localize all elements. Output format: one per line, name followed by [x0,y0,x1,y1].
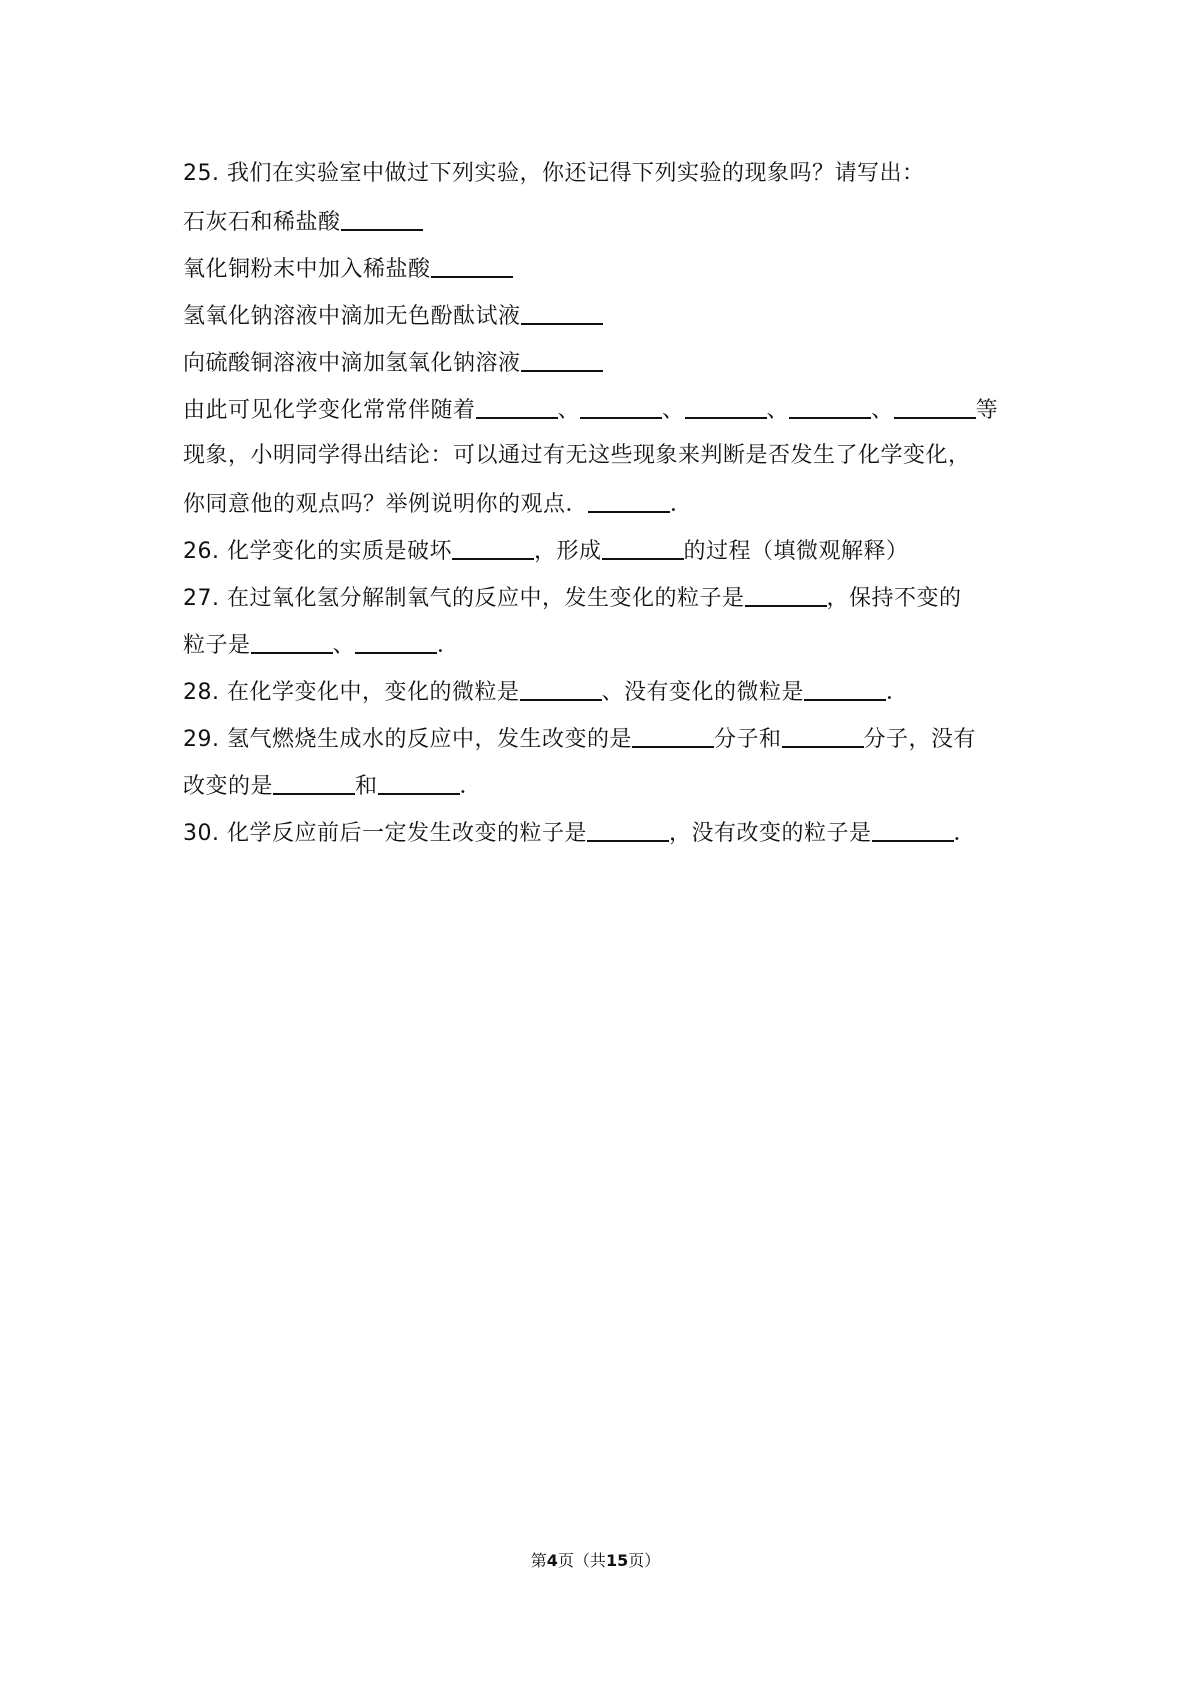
question-25-line [183,479,1023,526]
answer-blank[interactable] [452,526,534,560]
question-30 [183,808,1023,855]
answer-blank[interactable] [251,620,333,654]
item-text: 石灰石和稀盐酸 [183,210,341,235]
conclusion-suffix: 等 [975,398,999,423]
question-number: 26. [183,539,220,564]
answer-blank[interactable] [789,385,871,419]
total-pages: 15 [605,1551,629,1570]
question-25-item [183,291,1023,338]
question-text: 化学反应前后一定发生改变的粒子是 [227,821,588,846]
question-29-line [183,761,1023,808]
answer-blank[interactable] [782,714,864,748]
question-text: 和 [355,774,378,799]
question-25-item [183,197,1023,244]
answer-blank[interactable] [745,573,827,607]
period: ． [437,633,460,658]
question-25-stem [183,150,1023,197]
separator: 、 [557,398,581,423]
period: ． [953,821,977,846]
question-25-conclusion [183,385,1023,432]
question-27 [183,573,1023,620]
answer-blank[interactable] [894,385,976,419]
answer-blank[interactable] [520,667,602,701]
separator: 、 [332,633,356,658]
separator: 、 [871,398,894,423]
answer-blank[interactable] [588,479,670,513]
footer-prefix: 第 [530,1551,547,1570]
separator: 、 [662,398,685,423]
question-text: 分子，没有 [863,727,977,752]
period: ． [459,774,483,799]
page-footer [0,1548,1191,1571]
answer-blank[interactable] [476,385,558,419]
question-number: 29. [183,727,220,752]
period: ． [670,492,693,517]
question-text: 粒子是 [183,633,251,658]
question-text: 现象，小明同学得出结论：可以通过有无这些现象来判断是否发生了化学变化， [183,443,971,468]
footer-middle: 页（共 [557,1551,606,1570]
question-text: 化学变化的实质是破坏 [227,539,453,564]
answer-blank[interactable] [378,761,460,795]
question-text: 在过氧化氢分解制氧气的反应中，发生变化的粒子是 [227,586,745,611]
item-text: 向硫酸铜溶液中滴加氢氧化钠溶液 [183,351,521,376]
answer-blank[interactable] [685,385,767,419]
answer-blank[interactable] [341,197,423,231]
question-number: 25. [183,161,220,186]
question-text: 氢气燃烧生成水的反应中，发生改变的是 [227,727,633,752]
question-25-item [183,338,1023,385]
answer-blank[interactable] [804,667,886,701]
conclusion-text: 由此可见化学变化常常伴随着 [183,398,476,423]
question-number: 27. [183,586,220,611]
question-text: 的过程（填微观解释） [683,539,909,564]
question-text: ，保持不变的 [826,586,962,611]
page-number: 4 [546,1551,558,1570]
question-29 [183,714,1023,761]
answer-blank[interactable] [872,808,954,842]
question-text: ，没有改变的粒子是 [669,821,872,846]
question-list [183,150,1023,855]
answer-blank[interactable] [273,761,355,795]
question-text: 分子和 [714,727,782,752]
separator: 、 [766,398,790,423]
footer-suffix: 页） [628,1551,661,1570]
question-text: ，形成 [534,539,602,564]
question-text: 、没有变化的微粒是 [601,680,805,705]
answer-blank[interactable] [587,808,669,842]
answer-blank[interactable] [632,714,714,748]
question-number: 30. [183,821,220,846]
question-27-line [183,620,1023,667]
question-25-item [183,244,1023,291]
question-26 [183,526,1023,573]
question-text: 在化学变化中，变化的微粒是 [227,680,520,705]
answer-blank[interactable] [355,620,437,654]
question-text: 我们在实验室中做过下列实验，你还记得下列实验的现象吗？请写出： [227,161,925,186]
question-25-line [183,432,1023,479]
answer-blank[interactable] [521,338,603,372]
question-number: 28. [183,680,220,705]
item-text: 氢氧化钠溶液中滴加无色酚酞试液 [183,304,521,329]
question-28 [183,667,1023,714]
answer-blank[interactable] [580,385,662,419]
answer-blank[interactable] [431,244,513,278]
answer-blank[interactable] [521,291,603,325]
period: ． [886,680,909,705]
item-text: 氧化铜粉末中加入稀盐酸 [183,257,431,282]
question-text: 你同意他的观点吗？举例说明你的观点． [183,492,589,517]
question-text: 改变的是 [183,774,274,799]
answer-blank[interactable] [602,526,684,560]
